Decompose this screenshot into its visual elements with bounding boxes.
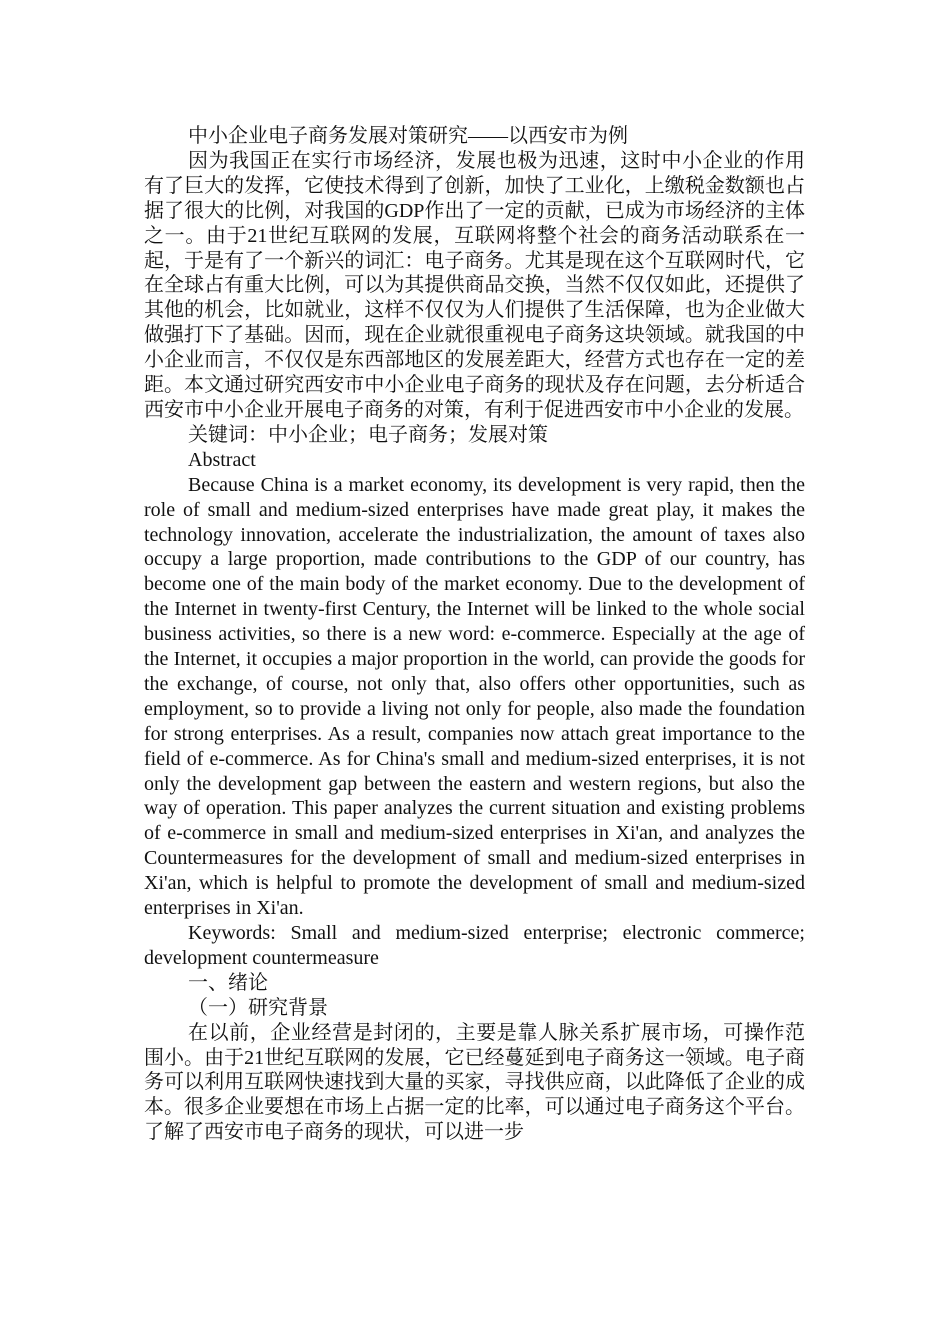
background-paragraph: 在以前，企业经营是封闭的，主要是靠人脉关系扩展市场，可操作范围小。由于21世纪互联网的发展，它已经蔓延到电子商务这一领域。电子商务可以利用互联网快速找到大量的买家，寻找供应商，以此降低了企业的成本。很多企业要想在市场上占据一定的比率，可以通过电子商务这个平台。了解了西安市电子商务的现状，可以进一步 bbox=[144, 1021, 805, 1144]
abstract-cn-paragraph: 因为我国正在实行市场经济，发展也极为迅速，这时中小企业的作用有了巨大的发挥，它使技术得到了创新，加快了工业化，上缴税金数额也占据了很大的比例，对我国的GDP作出了一定的贡献，已成为市场经济的主体之一。由于21世纪互联网的发展，互联网将整个社会的商务活动联系在一起，于是有了一个新兴的词汇：电子商务。尤其是现在这个互联网时代，它在全球占有重大比例，可以为其提供商品交换，当然不仅仅如此，还提供了其他的机会，比如就业，这样不仅仅为人们提供了生活保障，也为企业做大做强打下了基础。因而，现在企业就很重视电子商务这块领域。就我国的中小企业而言，不仅仅是东西部地区的发展差距大，经营方式也存在一定的差距。本文通过研究西安市中小企业电子商务的现状及存在问题，去分析适合西安市中小企业开展电子商务的对策，有利于促进西安市中小企业的发展。 bbox=[144, 149, 805, 421]
abstract-en-heading: Abstract bbox=[188, 448, 256, 471]
section-heading-introduction: 一、绪论 bbox=[188, 971, 268, 994]
subsection-heading-background: （一）研究背景 bbox=[188, 996, 328, 1019]
keywords-cn: 关键词：中小企业；电子商务；发展对策 bbox=[188, 423, 548, 446]
document-title: 中小企业电子商务发展对策研究——以西安市为例 bbox=[188, 125, 628, 147]
keywords-en: Keywords: Small and medium-sized enterprise; electronic commerce; development countermeasure bbox=[144, 922, 805, 969]
document-page bbox=[144, 124, 805, 1145]
abstract-en-paragraph: Because China is a market economy, its development is very rapid, then the role of small and medium-sized enterprises have made great play, it makes the technology innovation, accelerate the industrialization, the amount of taxes also occupy a large proportion, made contributions to the GDP of our country, has become one of the main body of the market economy. Due to the development of the Internet in twenty-first Century, the Internet will be linked to the whole social business activities, so there is a new word: e-commerce. Especially at the age of the Internet, it occupies a major proportion in the world, can provide the goods for the exchange, of course, not only that, also offers other opportunities, such as employment, so to provide a living not only for people, also made the foundation for strong enterprises. As a result, companies now attach great importance to the field of e-commerce. As for China's small and medium-sized enterprises, it is not only the development gap between the eastern and western regions, but also the way of operation. This paper analyzes the current situation and existing problems of e-commerce in small and medium-sized enterprises in Xi'an, and analyzes the Countermeasures for the development of small and medium-sized enterprises in Xi'an, which is helpful to promote the development of small and medium-sized enterprises in Xi'an. bbox=[144, 473, 805, 920]
